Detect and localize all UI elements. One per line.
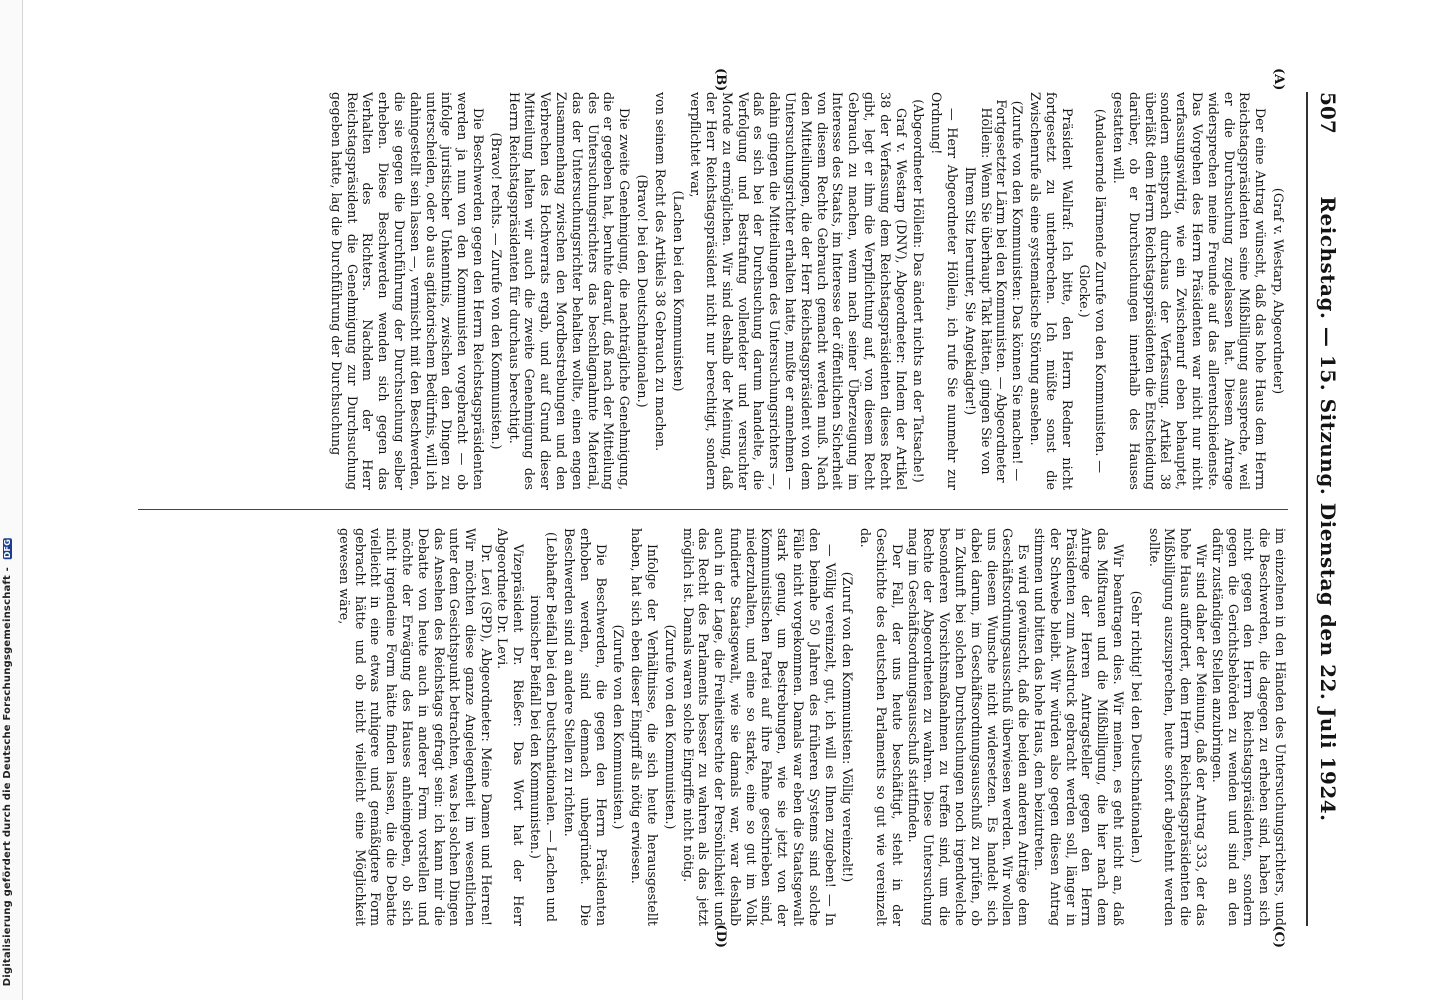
interjection: (Abgeordneter Höllein: Das ändert nichts an der Tatsache!) (911, 99, 927, 483)
margin-mark-d: (D) (713, 924, 728, 948)
paragraph: Vizepräsident Dr. Rießer: Das Wort hat der Herr Abgeordnete Dr. Levi. (494, 528, 526, 926)
paragraph: Es wird gewünscht, daß die beiden anderen Anträge dem Geschäftsordnungsausschuß überwiesen werden. Wir wollen uns diesem Wunsche nicht widersetzen. Es handelt sich dabei darum, im Geschäftsordnungsausschuß zu prüfen, ob in Zukunft bei solchen Durchsuchungen noch irgendwelche besonderen Vorsichtsmaßnahmen zu treffen sind, um die Rechte der Abgeordneten zu wahren. Diese Untersuchung mag im Geschäftsordnungsausschuß stattfinden. (905, 528, 1032, 926)
page-header (1306, 92, 1348, 926)
paragraph: von seinem Recht des Artikels 38 Gebrauch zu machen. (652, 92, 668, 452)
interjection: (Zurufe von den Kommunisten.) (611, 624, 627, 830)
paragraph: Die Beschwerden gegen den Herrn Reichstagspräsidenten werden ja nun von den Kommunisten vorgebracht — ob infolge juristischer Unkenntnis, zwischen den Dingen zu unterscheiden, oder ob aus agitatorischem Bedürfnis, will ich dahingestellt sein lassen —, vermischt mit den Beschwerden, die sie gegen die Durchführung der Durchsuchung selber erheben. Diese Beschwerden wenden sich gegen das Verhalten des Richters. Nachdem der Herr Reichstagspräsident die Genehmigung zur Durchsuchung gegeben hatte, lag die Durchführung der Durchsuchung (328, 92, 486, 490)
text-columns (138, 68, 1288, 948)
interjection: (Andauernde lärmende Zurufe von den Kommunisten. — Glocke.) (1077, 108, 1109, 474)
scanned-page (118, 66, 1348, 946)
paragraph: Wir beantragen dies. Wir meinen, es geht nicht an, daß das Mißtrauen und die Mißbilligung, die hier nach dem Antrage der Herren Antragsteller gegen den Herrn Präsidenten zum Ausdruck gebracht werden soll, länger in der Schwebe bleibt. Wir würden also gegen diesen Antrag stimmen und bitten das hohe Haus, dem beizutreten. (1032, 528, 1127, 926)
dfg-sidebar (0, 0, 23, 1000)
paragraph: Dr. Levi (SPD), Abgeordneter: Meine Damen und Herren! Wir möchten diese ganze Angelegenheit im wesentlichen unter dem Gesichtspunkt betrachten, was bei solchen Dingen das Ansehen des Reichstags gefragt sein: ich kann mir die Debatte von heute auch in anderer Form vorstellen und möchte der Erwägung des Hauses anheimgeben, ob sich nicht irgendeine Form hätte finden lassen, die die Debatte vielleicht in eine etwas ruhigere und gemäßigtere Form gebracht hätte und ob nicht vielleicht eine Möglichkeit gewesen wäre, (336, 528, 494, 926)
column-divider (138, 509, 1288, 510)
paragraph: Der eine Antrag wünscht, daß das hohe Haus dem Herrn Reichstagspräsidenten seine Mißbilligung ausspreche, weil er die Durchsuchung zugelassen hat. Diesem Antrage widersprechen meine Freunde auf das allerentschiedenste. Das Vorgehen des Herrn Präsidenten war nicht nur nicht verfassungswidrig, wie ein Zwischenruf eben behauptet, sondern entsprach durchaus der Verfassung. Artikel 38 überläßt dem Herrn Reichstagspräsidenten die Entscheidung darüber, ob er Durchsuchungen innerhalb des Hauses gestatten will. (1111, 92, 1269, 490)
paragraph: Graf v. Westarp (DNV), Abgeordneter: Indem der Artikel 38 der Verfassung dem Reichstagspräsidenten dieses Recht gibt, legt er ihm die Verpflichtung auf, von diesem Recht Gebrauch zu machen, wenn nach seiner Überzeugung im Interesse des Staats, im Interesse der öffentlichen Sicherheit von diesem Rechte Gebrauch gemacht werden muß. Nach den Mitteilungen, die der Herr Reichstagspräsident von dem Untersuchungsrichter erhalten hatte, mußte er annehmen — dahin gingen die Mitteilungen des Untersuchungsrichters —, daß es sich bei der Durchsuchung darum handelte, die Verfolgung und Bestrafung vollendeter und versuchter Morde zu ermöglichen. Wir sind deshalb der Meinung, daß der Herr Reichstagspräsident nicht nur berechtigt, sondern verpflichtet war, (688, 92, 909, 490)
margin-mark-b: (B) (713, 68, 728, 92)
right-column (138, 528, 1288, 926)
margin-mark-a: (A) (1271, 68, 1286, 91)
interjection: (Bravo! bei den Deutschnationalen.) (634, 174, 650, 408)
paragraph: — Herr Abgeordneter Höllein, ich rufe Sie nunmehr zur Ordnung! (929, 92, 961, 490)
interjection: (Lachen bei den Kommunisten) (670, 190, 686, 392)
paragraph: Infolge der Verhältnisse, die sich heute herausgestellt haben, hat sich eben dieser Eingriff als nötig erwiesen. (629, 528, 660, 926)
interjection: (Zurufe von den Kommunisten: Das können Sie machen! — Fortgesetzter Lärm bei den Kommunisten. — Abgeordneter Höllein: Wenn Sie überhaupt Takt hätten, gingen Sie von Ihrem Sitz herunter, Sie Angeklagter!) (962, 99, 1026, 483)
page-title: Reichstag. — 15. Sitzung. Dienstag den 22. Juli 1924. (1316, 196, 1340, 822)
interjection: (Zuruf von den Kommunisten: Völlig vereinzelt!) (840, 571, 856, 883)
interjection: (Zurufe von den Kommunisten.) (662, 624, 678, 830)
paragraph: Präsident Wallraf: Ich bitte, den Herrn Redner nicht fortgesetzt zu unterbrechen. Ich müßte sonst die Zwischenrufe als eine systematische Störung ansehen. (1028, 92, 1075, 490)
sidebar-credit (2, 538, 13, 986)
margin-mark-c: (C) (1271, 925, 1286, 948)
sidebar-credit-text: Digitalisierung gefördert durch die Deutsche Forschungsgemeinschaft - (2, 566, 13, 986)
paragraph: Die Beschwerden, die gegen den Herrn Präsidenten erhoben werden, sind demnach unbegründet. Die Beschwerden sind an andere Stellen zu richten. (561, 528, 609, 926)
paragraph: Der Fall, der uns heute beschäftigt, steht in der Geschichte des deutschen Parlaments so gut wie vereinzelt da. (858, 528, 905, 926)
interjection: (Lebhafter Beifall bei den Deutschnationalen. — Lachen und ironischer Beifall bei den Kommunisten.) (528, 532, 560, 922)
speaker-header: (Graf v. Westarp, Abgeordneter) (1271, 187, 1286, 395)
paragraph: Wir sind daher der Meinung, daß der Antrag 333, der das hohe Haus auffordert, dem Herrn Reichstagspräsidenten die Mißbilligung auszusprechen, heute sofort abgelehnt werden sollte. (1146, 528, 1210, 926)
dfg-logo: DFG (3, 538, 12, 558)
left-column (138, 92, 1288, 490)
paragraph: Die zweite Genehmigung, die nachträgliche Genehmigung, die er gegeben hat, beruhte darauf, daß nach der Mitteilung des Untersuchungsrichters das beschlagnahmte Material, das der Untersuchungsrichter behalten wollte, einen engen Zusammenhang zwischen den Mordbestrebungen und den Verbrechen des Hochverrats ergab, und auf Grund dieser Mitteilung halten wir auch die zweite Genehmigung des Herrn Reichstagspräsidenten für durchaus berechtigt. (506, 92, 633, 490)
interjection: (Bravo! rechts. — Zurufe von den Kommunisten.) (488, 132, 504, 450)
page-number: 507 (1316, 92, 1340, 134)
paragraph: — Völlig vereinzelt, gut, ich will es Ihnen zugeben! — In den beinahe 50 Jahren des früheren Systems sind solche Fälle nicht vorgekommen. Damals war eben die Staatsgewalt stark genug, um Bestrebungen, wie sie jetzt von der Kommunistischen Partei auf ihre Fahne geschrieben sind, niederzuhalten, und eine so starke, eine so gut im Volk fundierte Staatsgewalt, wie sie damals war, war deshalb auch in der Lage, die Freiheitsrechte der Persönlichkeit und das Recht des Parlaments besser zu wahren als das jetzt möglich ist. Damals waren solche Eingriffe nicht nötig. (680, 528, 838, 926)
interjection: (Sehr richtig! bei den Deutschnationalen.) (1128, 590, 1144, 864)
paragraph: im einzelnen in den Händen des Untersuchungsrichters, und die Beschwerden, die dagegen zu erheben sind, haben sich nicht gegen den Herrn Reichstagspräsidenten, sondern gegen die Gerichtsbehörden zu wenden und sind an den dafür zuständigen Stellen anzubringen. (1209, 528, 1288, 926)
